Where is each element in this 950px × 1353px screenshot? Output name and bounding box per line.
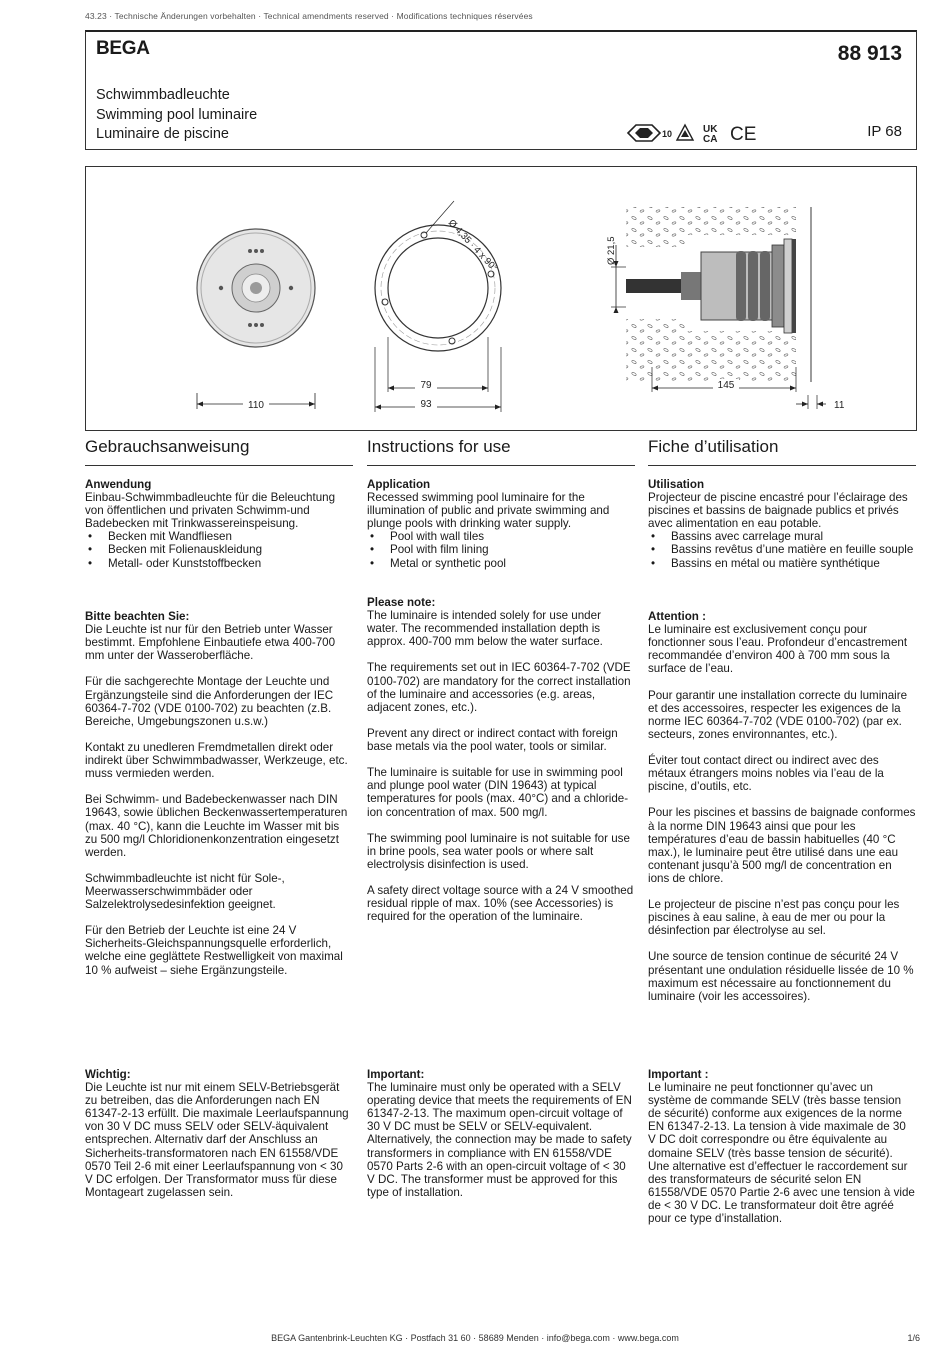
list-item: • Pool with wall tiles: [367, 530, 635, 543]
list-item: • Metall- oder Kunststoffbecken: [85, 557, 353, 570]
ring-inner-label: 79: [420, 380, 432, 391]
section: [367, 478, 635, 570]
cable-diameter-label: Ø 21,5: [606, 236, 617, 265]
ukca-ca-label: CA: [703, 134, 718, 145]
column-german: [85, 437, 353, 1199]
section-paragraph: Schwimmbadleuchte ist nicht für Sole-, Meerwasserschwimmbäder oder Salzelektrolysedesinfektion geeignet.: [85, 871, 285, 912]
ip-rating: IP 68: [867, 123, 902, 140]
section-paragraph: Éviter tout contact direct ou indirect avec des métaux étrangers moins nobles via l’eau de la piscine, d’outils, etc.: [648, 754, 884, 794]
section-heading: Important:: [367, 1068, 425, 1081]
column-english: [367, 437, 635, 1199]
product-number: 88 913: [837, 42, 902, 65]
column-title-german: Gebrauchsanweisung: [85, 440, 353, 466]
bullet-list: [85, 530, 353, 569]
brand-logo: BEGA: [96, 38, 150, 59]
section-heading: Utilisation: [648, 478, 705, 491]
section-paragraph: Pour les piscines et bassins de baignade conformes à la norme DIN 19643 ainsi que pour les températures d’eau de bassin habituelles (40 °C max.), le luminaire peut être utilisé dans une eau contenant jusqu’à 500 mg/l de concentration en ions de chlore.: [648, 806, 916, 885]
ukca-icon: [700, 122, 726, 144]
section-paragraph: Für den Betrieb der Leuchte ist eine 24 V Sicherheits-Gleichspannungsquelle erforderlich, welche eine geglättete Restwelligkeit von maximal 10 % aufweist – siehe Ergänzungsteile.: [85, 924, 343, 977]
list-item: • Bassins avec carrelage mural: [648, 530, 916, 543]
section-paragraph: Prevent any direct or indirect contact with foreign base metals via the pool water, tools or similar.: [367, 726, 618, 754]
section-paragraph: The luminaire is intended solely for use under water. The recommended installation depth is approx. 400-700 mm below the water surface.: [367, 609, 603, 649]
ip-class-number: 10: [662, 129, 673, 139]
section-heading: Attention :: [648, 610, 706, 623]
column-french: [648, 437, 916, 1226]
top-note: 43.23 · Technische Änderungen vorbehalten · Technical amendments reserved · Modifications techniques réservées: [85, 11, 533, 21]
flange-label: 11: [834, 400, 845, 411]
product-name-de: Schwimmbadleuchte: [96, 87, 230, 103]
list-item: • Metal or synthetic pool: [367, 557, 635, 570]
section-paragraph: Die Leuchte ist nur mit einem SELV-Betriebsgerät zu betreiben, das die Anforderungen nach EN 61347-2-13 erfüllt. Die maximale Leerlaufspannung von 30 V DC muss SELV oder SELV-äquivalent entsprechen. Alternativ darf der Anschluss an Sicherheits-transformatoren nach EN 61558/VDE 0570 Teil 2-6 mit einer Leerlaufspannung von < 30 V DC erfolgen. Der Transformator muss für diese Montageart zugelassen sein.: [85, 1081, 349, 1199]
section-paragraph: Einbau-Schwimmbadleuchte für die Beleuchtung von öffentlichen und privaten Schwimm-und Badebecken mit Trinkwassereinspeisung.: [85, 491, 336, 531]
section-paragraph: The luminaire must only be operated with a SELV operating device that meets the requirements of EN 61347-2-13. The maximum open-circuit voltage of 30 V DC must be SELV or SELV-equivalent. Alternatively, the connection may be made to safety transformers in compliance with EN 61558/VDE 0570 Parts 2-6 with an open-circuit voltage of < 30 V DC. The transformer must be approved for this type of installation.: [367, 1081, 632, 1199]
section: [85, 610, 353, 990]
section-paragraph: Für die sachgerechte Montage der Leuchte und Ergänzungsteile sind die Anforderungen der IEC 60364-7-702 (VDE 0100-702) zu beachten (z.B. Bereiche, Umgebungszonen u.s.w.): [85, 675, 334, 728]
section-heading: Please note:: [367, 596, 436, 609]
section-paragraph: Le luminaire est exclusivement conçu pour fonctionner sous l’eau. Profondeur d’encastrement recommandée d’environ 400 à 700 mm sous la surface de l’eau.: [648, 623, 908, 676]
list-item: • Bassins en métal ou matière synthétique: [648, 557, 916, 570]
section: [367, 596, 635, 936]
section-paragraph: The swimming pool luminaire is not suitable for use in brine pools, sea water pools or where salt electrolysis disinfection is used.: [367, 831, 630, 871]
section-paragraph: Kontakt zu unedleren Fremdmetallen direkt oder indirekt über Schwimmbadwasser, Werkzeuge, etc. muss vermieden werden.: [85, 740, 348, 781]
ukca-uk-label: UK: [703, 124, 718, 135]
list-item: • Becken mit Wandfliesen: [85, 530, 353, 543]
product-header: [85, 30, 917, 150]
ring-hole-note: Ø 4,35 · 4 x 90°: [445, 217, 500, 274]
section-paragraph: The requirements set out in IEC 60364-7-702 (VDE 0100-702) are mandatory for the correct installation of the luminaire and accessories (e.g. areas, adjacent zones, etc.).: [367, 661, 631, 714]
section-paragraph: Die Leuchte ist nur für den Betrieb unter Wasser bestimmt. Empfohlene Einbautiefe etwa 400-700 mm unter der Wasseroberfläche.: [85, 623, 336, 663]
bullet-list: [648, 530, 916, 569]
product-names: [96, 86, 257, 145]
side-section-view: [606, 207, 845, 411]
section-heading: Wichtig:: [85, 1068, 131, 1081]
section-paragraph: Une source de tension continue de sécurité 24 V présentant une ondulation résiduelle lissée de 10 % maximum est nécessaire au fonctionnement du luminaire (voir les accessoires).: [648, 950, 914, 1003]
section: [648, 610, 916, 1016]
section-paragraph: Pour garantir une installation correcte du luminaire et des accessoires, respecter les exigences de la norme IEC 60364-7-702 (VDE 0100-702) (par ex. secteurs, zones environnantes, etc.).: [648, 688, 908, 741]
certification-marks: [626, 122, 759, 144]
ce-icon: [729, 122, 759, 144]
section-heading: Anwendung: [85, 478, 152, 491]
section-heading: Important :: [648, 1068, 709, 1081]
section-paragraph: Le projecteur de piscine n’est pas conçu pour les piscines à eau saline, à eau de mer ou pour la désinfection par électrolyse au sel.: [648, 898, 900, 938]
front-view: [197, 229, 315, 411]
section: [648, 478, 916, 570]
dimension-drawing: [86, 167, 918, 432]
list-item: • Pool with film lining: [367, 543, 635, 556]
section: [85, 1068, 353, 1212]
section: [367, 1068, 635, 1212]
technical-drawing: [85, 166, 917, 431]
section-paragraph: Bei Schwimm- und Badebeckenwasser nach DIN 19643, sowie üblichen Beckenwassertemperaturen (max. 40 °C), kann die Leuchte im Wasser mit bis zu 500 mg/l Chloridionenkonzentration eingesetzt werden.: [85, 793, 348, 859]
page-number: 1/6: [907, 1333, 920, 1343]
section-paragraph: The luminaire is suitable for use in swimming pool and plunge pool water (DIN 19643) at typical temperatures for pools (max. 40°C) and a chloride-ion concentration of max. 500 mg/l.: [367, 766, 629, 819]
section-paragraph: A safety direct voltage source with a 24 V smoothed residual ripple of max. 10% (see Accessories) is required for the operation of the luminaire.: [367, 884, 634, 924]
section: [648, 1068, 916, 1238]
ce-label: CE: [730, 124, 757, 145]
product-name-en: Swimming pool luminaire: [96, 106, 258, 123]
list-item: • Becken mit Folienauskleidung: [85, 543, 353, 556]
ring-outer-label: 93: [420, 399, 432, 410]
dk-mark-icon: [674, 122, 696, 144]
section-heading: Bitte beachten Sie:: [85, 610, 190, 623]
ta-class-icon: [626, 122, 673, 144]
front-width-label: 110: [248, 400, 264, 411]
mounting-ring-view: [375, 201, 501, 412]
column-title-french: Fiche d’utilisation: [648, 440, 916, 466]
page-footer: BEGA Gantenbrink-Leuchten KG · Postfach 31 60 · 58689 Menden · info@bega.com · www.bega.com: [271, 1333, 679, 1343]
product-name-fr: Luminaire de piscine: [96, 126, 229, 142]
section: [85, 478, 353, 570]
depth-label: 145: [717, 380, 735, 391]
section-heading: Application: [367, 478, 431, 491]
column-title-english: Instructions for use: [367, 440, 635, 466]
list-item: • Bassins revêtus d’une matière en feuille souple: [648, 543, 916, 556]
bullet-list: [367, 530, 635, 569]
section-paragraph: Projecteur de piscine encastré pour l’éclairage des piscines et bassins de baignade publics et privés avec alimentation en eau potable.: [648, 491, 908, 531]
section-paragraph: Recessed swimming pool luminaire for the illumination of public and private swimming and plunge pools with drinking water supply.: [367, 491, 610, 531]
section-paragraph: Le luminaire ne peut fonctionner qu’avec un système de commande SELV (très basse tension de sécurité) conforme aux exigences de la norme EN 61347-2-13. La tension à vide maximale de 30 V DC doit correspondre ou être équivalente au domaine SELV (très basse tension de sécurité). Une alternative est d’effectuer le raccordement sur des transformateurs de sécurité selon EN 61558/VDE 0570 Partie 2-6 avec une tension à vide de < 30 V DC. Le transformateur doit être agréé pour ce type d’installation.: [648, 1081, 915, 1226]
